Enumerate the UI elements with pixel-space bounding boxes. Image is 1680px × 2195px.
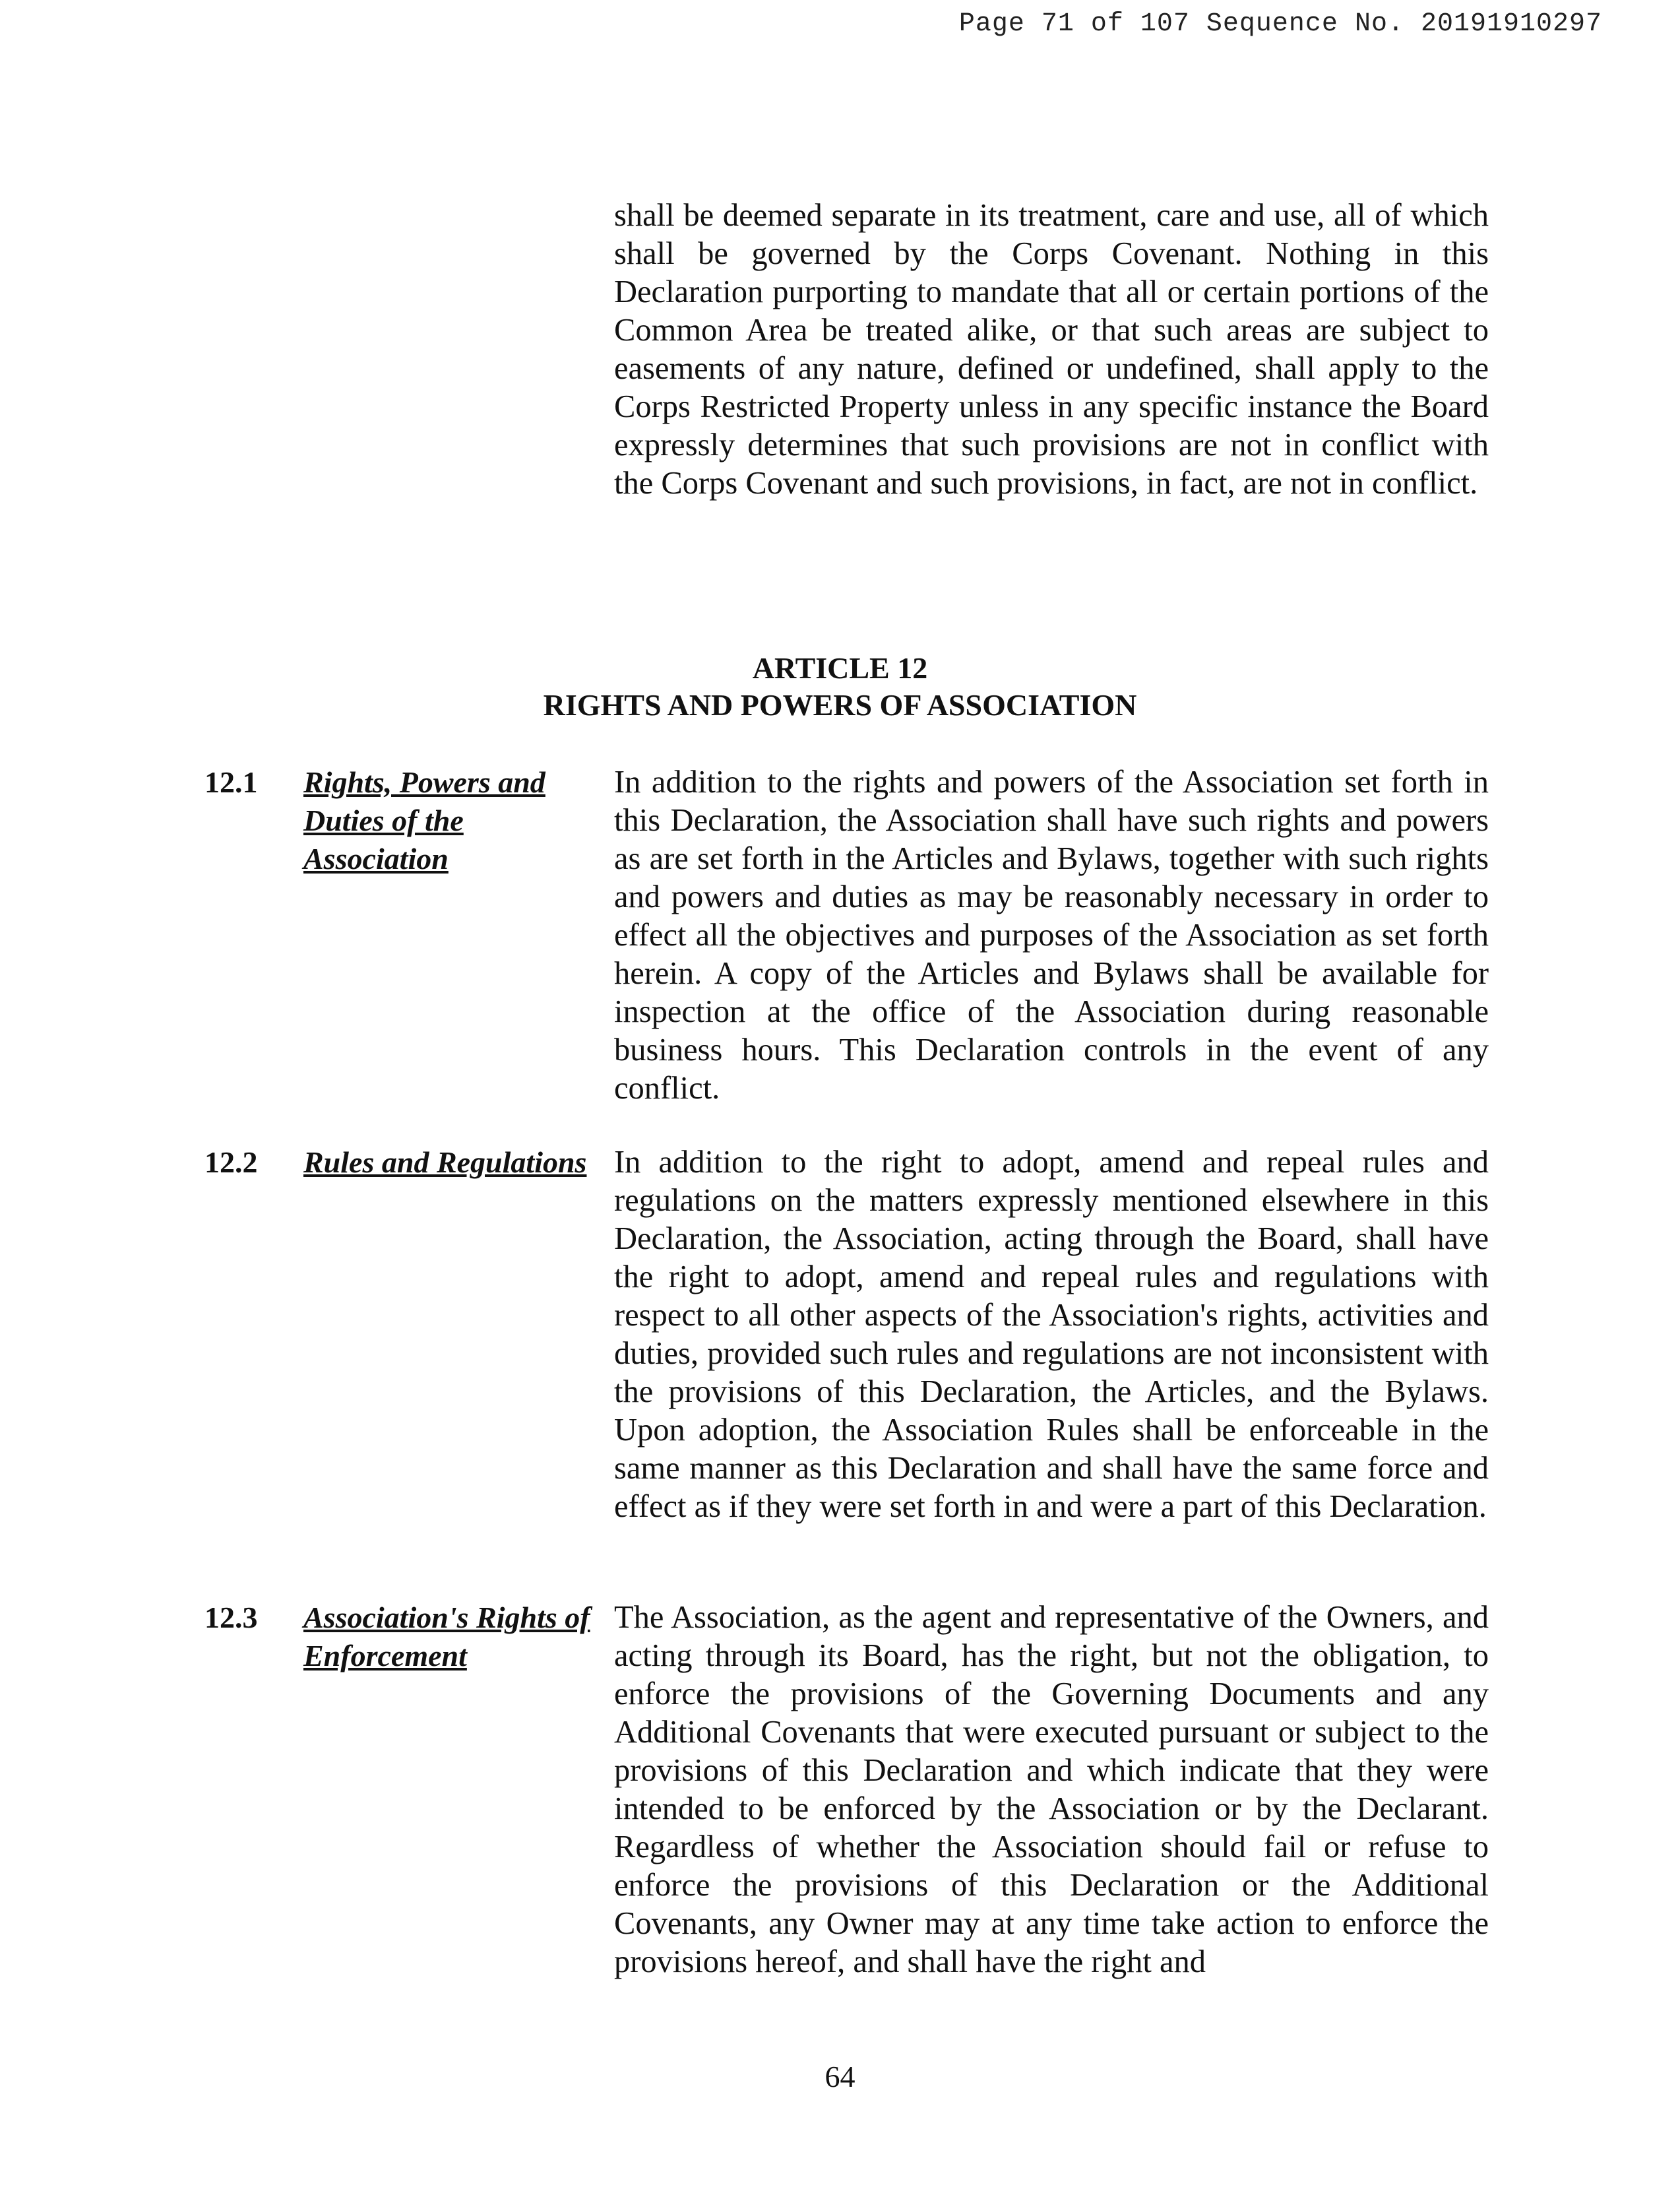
section-body: In addition to the rights and powers of the Association set forth in this Declaration, the Association shall have such rights and powers as are set forth in the Articles and Bylaws, together with such rights and powers and duties as may be reasonably necessary in order to effect all the objectives and purposes of the Association as set forth herein. A copy of the Articles and Bylaws shall be available for inspection at the office of the Association during reasonable business hours. This Declaration controls in the event of any conflict. [614, 765, 1489, 1106]
section-body: In addition to the right to adopt, amend and repeal rules and regulations on the matters expressly mentioned elsewhere in this Declaration, the Association, acting through the Board, shall have the right to adopt, amend and repeal rules and regulations with respect to all other aspects of the Association's rights, activities and duties, provided such rules and regulations are not inconsistent with the provisions of this Declaration, the Articles, and the Bylaws. Upon adoption, the Association Rules shall be enforceable in the same manner as this Declaration and shall have the same force and effect as if they were set forth in and were a part of this Declaration. [614, 1145, 1489, 1524]
section-number: 12.1 [204, 765, 258, 799]
article-heading [0, 650, 1680, 724]
section-number: 12.3 [204, 1601, 258, 1634]
continued-paragraph: shall be deemed separate in its treatment, care and use, all of which shall be governed by the Corps Covenant. Nothing in this Declaration purporting to mandate that all or certain portions of the Common Area be treated alike, or that such areas are subject to easements of any nature, defined or undefined, shall apply to the Corps Restricted Property unless in any specific instance the Board expressly determines that such provisions are not in conflict with the Corps Covenant and such provisions, in fact, are not in conflict. [614, 198, 1489, 501]
section-number: 12.2 [204, 1145, 258, 1179]
section-title: Association's Rights of Enforcement [303, 1601, 590, 1672]
section-title: Rules and Regulations [303, 1145, 587, 1179]
article-number: ARTICLE 12 [752, 651, 928, 685]
section-body: The Association, as the agent and representative of the Owners, and acting through its Board, has the right, but not the obligation, to enforce the provisions of the Governing Documents and any Additional Covenants that were executed pursuant or subject to the provisions of this Declaration and which indicate that they were intended to be enforced by the Association or by the Declarant. Regardless of whether the Association should fail or refuse to enforce the provisions of this Declaration or the Additional Covenants, any Owner may at any time take action to enforce the provisions hereof, and shall have the right and [614, 1600, 1489, 1979]
article-title: RIGHTS AND POWERS OF ASSOCIATION [543, 688, 1137, 722]
page-number: 64 [824, 2060, 856, 2093]
section-title: Rights, Powers and Duties of the Association [303, 765, 545, 875]
page-sequence-stamp: Page 71 of 107 Sequence No. 20191910297 [958, 9, 1602, 39]
